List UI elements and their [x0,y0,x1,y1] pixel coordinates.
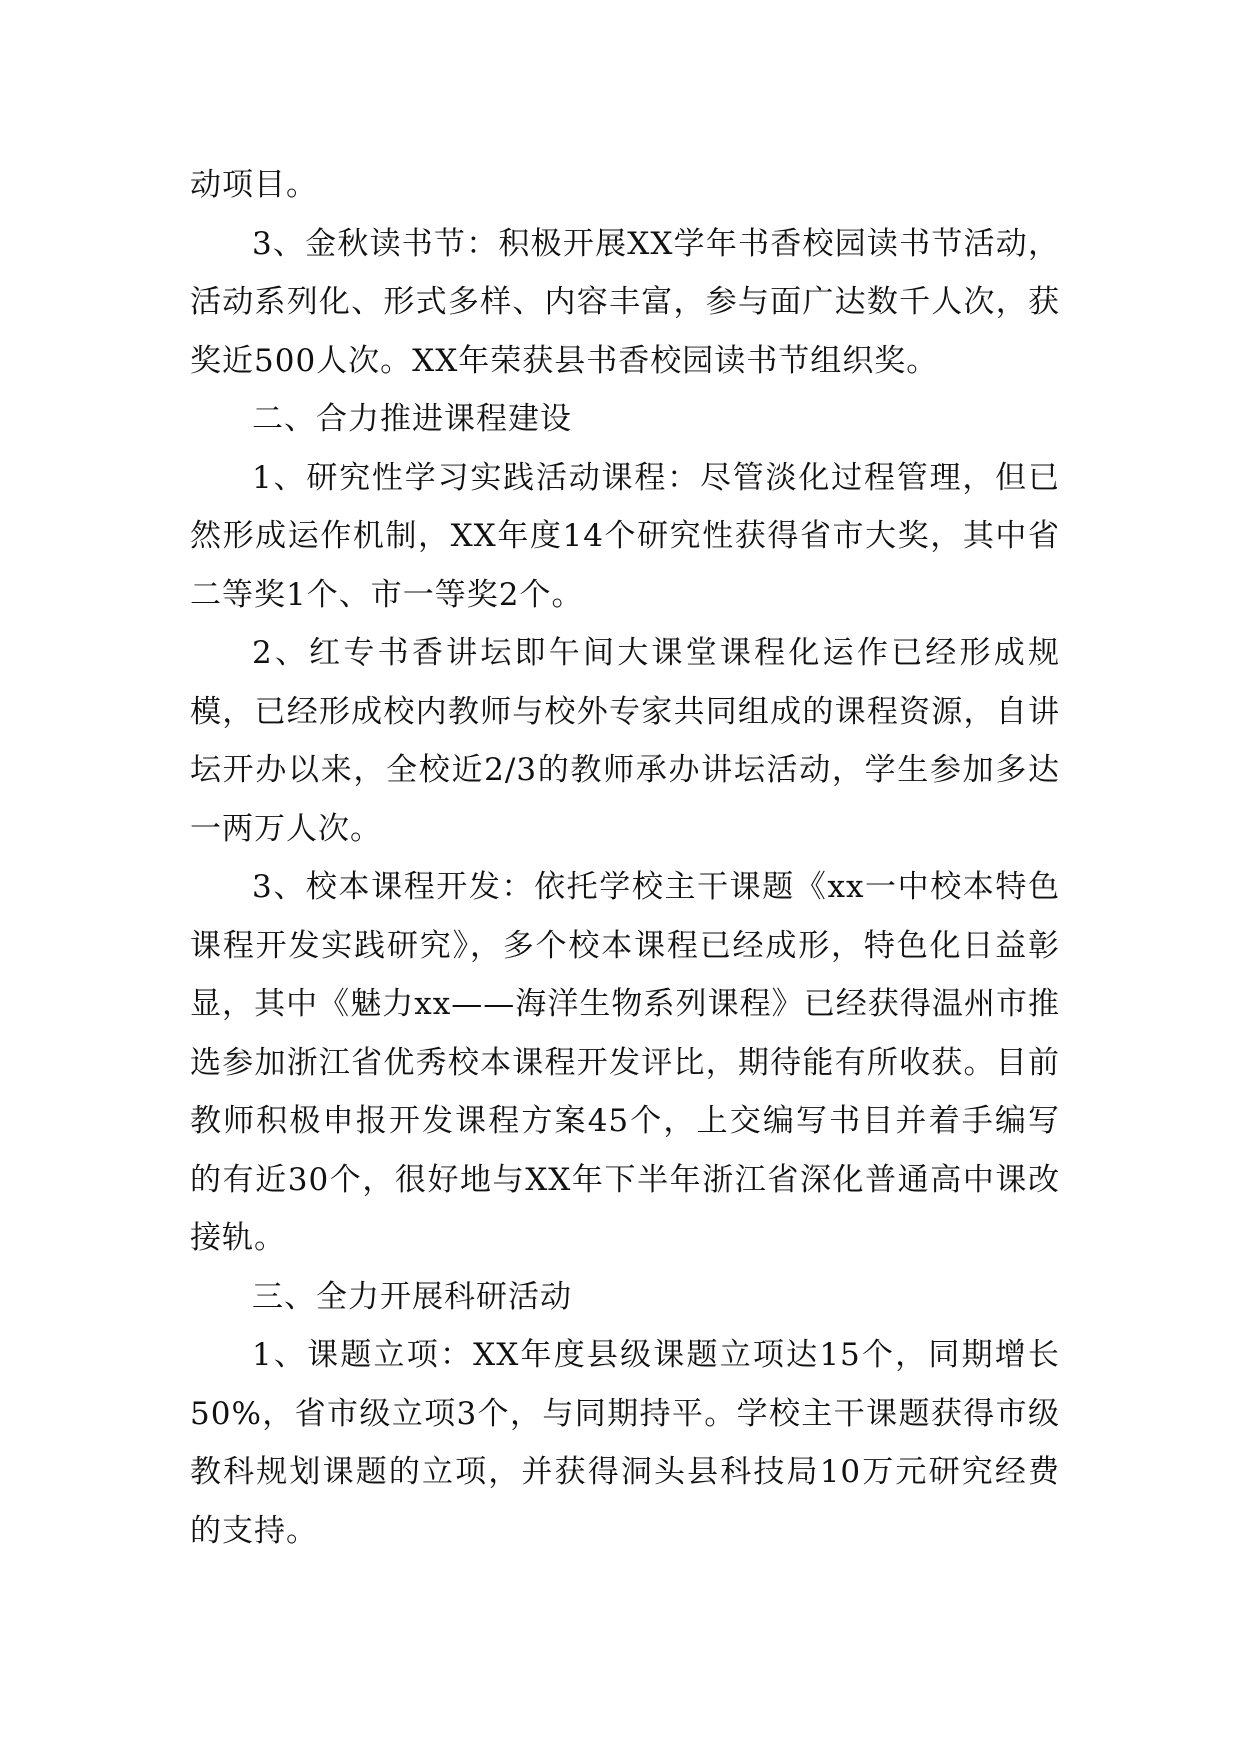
section-heading-curriculum: 二、合力推进课程建设 [252,401,572,437]
paragraph-lecture-forum: 2、红专书香讲坛即午间大课堂课程化运作已经形成规模，已经形成校内教师与校外专家共同组成的课程资源，自讲坛开办以来，全校近2/3的教师承办讲坛活动，学生参加多达一两万人次。 [190,635,1060,847]
document-page [190,156,1060,1560]
paragraph-research-course: 1、研究性学习实践活动课程：尽管淡化过程管理，但已然形成运作机制，XX年度14个研究性获得省市大奖，其中省二等奖1个、市一等奖2个。 [190,459,1060,613]
paragraph-school-curriculum: 3、校本课程开发：依托学校主干课题《xx一中校本特色课程开发实践研究》，多个校本课程已经成形，特色化日益彰显，其中《魅力xx——海洋生物系列课程》已经获得温州市推选参加浙江省优秀校本课程开发评比，期待能有所收获。目前教师积极申报开发课程方案45个，上交编写书目并着手编写的有近30个，很好地与XX年下半年浙江省深化普通高中课改接轨。 [190,869,1060,1256]
section-heading-research: 三、全力开展科研活动 [252,1278,572,1315]
paragraph-continuation: 动项目。 [190,167,318,203]
paragraph-reading-festival: 3、金秋读书节：积极开展XX学年书香校园读书节活动，活动系列化、形式多样、内容丰富，参与面广达数千人次，获奖近500人次。XX年荣获县书香校园读书节组织奖。 [190,225,1060,379]
paragraph-project-approval: 1、课题立项：XX年度县级课题立项达15个，同期增长50%，省市级立项3个，与同期持平。学校主干课题获得市级教科规划课题的立项，并获得洞头县科技局10万元研究经费的支持。 [190,1337,1060,1549]
